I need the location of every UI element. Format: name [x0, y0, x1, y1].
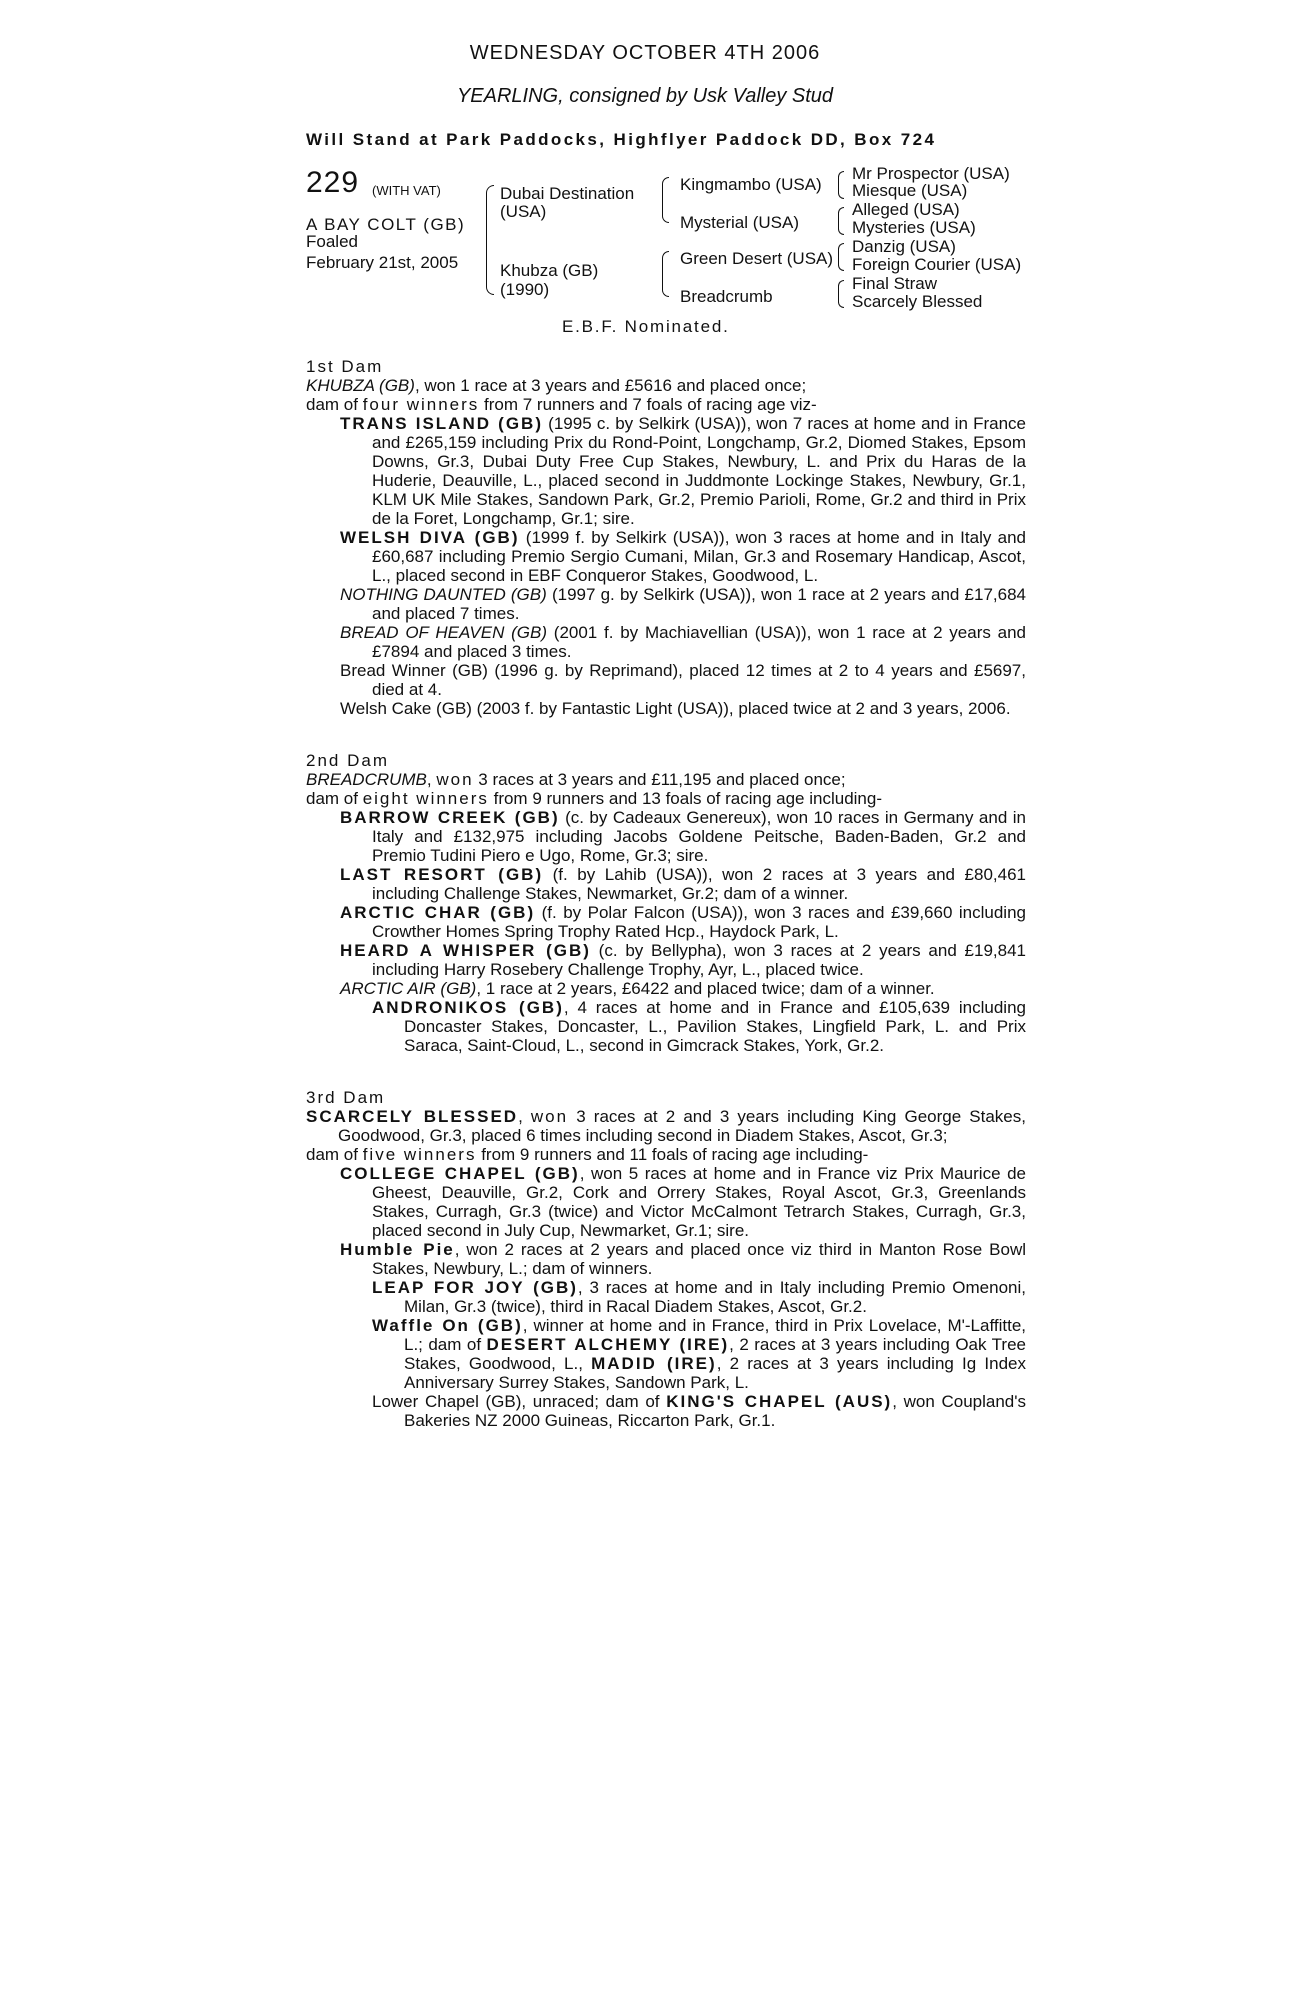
- foaled-date: February 21st, 2005: [306, 253, 459, 272]
- sire-name: Dubai Destination: [500, 184, 635, 203]
- dam-name: Khubza (GB): [500, 261, 599, 280]
- second-dam-produce: dam of eight winners from 9 runners and 13 foals of racing age including-: [306, 789, 882, 808]
- produce-entry: TRANS ISLAND (GB) (1995 c. by Selkirk (USA)), won 7 races at home and in France and £265,159 including Prix du Rond-Point, Longchamp, Gr.2, Diomed Stakes, Epsom Downs, Gr.3, Dubai Duty Free Cup Stakes, Newbury, L. and Prix du Haras de la Huderie, Deauville, L., placed second in Juddmonte Lockinge Stakes, Newbury, Gr.1, KLM UK Mile Stakes, Sandown Park, Gr.2, Premio Parioli, Rome, Gr.2 and third in Prix de la Foret, Longchamp, Gr.1; sire.: [340, 414, 1026, 528]
- grandsire-3: Danzig (USA): [852, 237, 956, 256]
- produce-entry: ARCTIC AIR (GB), 1 race at 2 years, £6422 and placed twice; dam of a winner.: [340, 979, 935, 998]
- produce-entry-sub: LEAP FOR JOY (GB), 3 races at home and in Italy including Premio Omenoni, Milan, Gr.3 (twice), third in Racal Diadem Stakes, Ascot, Gr.2.: [372, 1278, 1027, 1316]
- second-dam-heading: 2nd Dam: [306, 751, 389, 770]
- granddam-4: Scarcely Blessed: [852, 292, 983, 311]
- second-dam-intro: BREADCRUMB, won 3 races at 3 years and £11,195 and placed once;: [306, 770, 846, 789]
- pedigree-brace-3: [662, 251, 669, 297]
- produce-entry-sub: Lower Chapel (GB), unraced; dam of KING'S CHAPEL (AUS), won Coupland's Bakeries NZ 2000 Guineas, Riccarton Park, Gr.1.: [372, 1392, 1026, 1430]
- dam-dam: Breadcrumb: [680, 287, 773, 306]
- sire-dam: Mysterial (USA): [680, 213, 800, 232]
- first-dam-produce: dam of four winners from 7 runners and 7 foals of racing age viz-: [306, 395, 817, 414]
- pedigree-brace-7: [838, 280, 844, 308]
- first-dam-heading: 1st Dam: [306, 357, 384, 376]
- produce-entry-sub: ANDRONIKOS (GB), 4 races at home and in France and £105,639 including Doncaster Stakes, Doncaster, L., Pavilion Stakes, Lingfield Park, L. and Prix Saraca, Saint-Cloud, L., second in Gimcrack Stakes, York, Gr.2.: [372, 998, 1026, 1055]
- first-dam-winners: four winners: [362, 395, 480, 414]
- third-dam-produce: dam of five winners from 9 runners and 11 foals of racing age including-: [306, 1145, 869, 1164]
- sale-date: WEDNESDAY OCTOBER 4TH 2006: [469, 42, 821, 64]
- first-dam-record: , won 1 race at 3 years and £5616 and placed once;: [414, 376, 807, 395]
- second-dam-name: BREADCRUMB: [306, 770, 427, 789]
- granddam-1: Miesque (USA): [852, 181, 968, 200]
- pedigree-table: [306, 164, 1026, 337]
- stand-location: Will Stand at Park Paddocks, Highflyer Paddock DD, Box 724: [306, 130, 937, 149]
- sire-sire: Kingmambo (USA): [680, 175, 822, 194]
- first-dam-intro: [306, 376, 1026, 395]
- foaled-label: Foaled: [306, 232, 358, 251]
- produce-entry: NOTHING DAUNTED (GB) (1997 g. by Selkirk (USA)), won 1 race at 2 years and £17,684 and placed 7 times.: [340, 585, 1026, 623]
- produce-entry: ARCTIC CHAR (GB) (f. by Polar Falcon (USA)), won 3 races and £39,660 including Crowther Homes Spring Trophy Rated Hcp., Haydock Park, L.: [340, 903, 1026, 941]
- third-dam-section: [306, 1088, 1026, 1430]
- lot-number: 229: [306, 166, 360, 199]
- catalogue-page: [306, 44, 1026, 1430]
- produce-entry: HEARD A WHISPER (GB) (c. by Bellypha), won 3 races at 2 years and £19,841 including Harry Rosebery Challenge Trophy, Ayr, L., placed twice.: [340, 941, 1026, 979]
- pedigree-brace-2: [662, 177, 669, 223]
- produce-entry: Humble Pie, won 2 races at 2 years and placed once viz third in Manton Rose Bowl Stakes, Newbury, L.; dam of winners.: [340, 1240, 1026, 1278]
- pedigree-brace-1: [486, 185, 494, 295]
- grandsire-1: Mr Prospector (USA): [852, 164, 1010, 183]
- first-dam-name: KHUBZA (GB): [306, 376, 415, 395]
- lot-description: A BAY COLT (GB): [306, 215, 466, 234]
- dam-year: (1990): [500, 280, 550, 299]
- produce-entry: WELSH DIVA (GB) (1999 f. by Selkirk (USA)), won 3 races at home and in Italy and £60,687 including Premio Sergio Cumani, Milan, Gr.3 and Rosemary Handicap, Ascot, L., placed second in EBF Conqueror Stakes, Goodwood, L.: [340, 528, 1026, 585]
- consignor-line: YEARLING, consigned by Usk Valley Stud: [456, 85, 834, 107]
- dam-sire: Green Desert (USA): [680, 249, 834, 268]
- first-dam-section: [306, 357, 1026, 718]
- pedigree-brace-6: [838, 243, 844, 271]
- pedigree-brace-4: [838, 171, 844, 199]
- third-dam-intro: SCARCELY BLESSED, won 3 races at 2 and 3 years including King George Stakes, Goodwood, Gr.3, placed 6 times including second in Diadem Stakes, Ascot, Gr.3;: [306, 1107, 1026, 1145]
- produce-entry: Bread Winner (GB) (1996 g. by Reprimand), placed 12 times at 2 to 4 years and £5697, died at 4.: [340, 661, 1026, 699]
- produce-entry: BARROW CREEK (GB) (c. by Cadeaux Genereux), won 10 races in Germany and in Italy and £132,975 including Jacobs Goldene Peitsche, Baden-Baden, Gr.2 and Premio Tudini Piero e Ugo, Rome, Gr.3; sire.: [340, 808, 1026, 865]
- sire-country: (USA): [500, 202, 547, 221]
- produce-entry: Welsh Cake (GB) (2003 f. by Fantastic Light (USA)), placed twice at 2 and 3 years, 2006.: [340, 699, 1011, 718]
- pedigree-brace-5: [838, 207, 844, 235]
- ebf-nominated: E.B.F. Nominated.: [562, 317, 730, 336]
- grandsire-4: Final Straw: [852, 274, 938, 293]
- third-dam-heading: 3rd Dam: [306, 1088, 386, 1107]
- granddam-2: Mysteries (USA): [852, 218, 976, 237]
- grandsire-2: Alleged (USA): [852, 200, 960, 219]
- produce-entry: BREAD OF HEAVEN (GB) (2001 f. by Machiavellian (USA)), won 1 race at 2 years and £7894 and placed 3 times.: [340, 623, 1026, 661]
- produce-entry: COLLEGE CHAPEL (GB), won 5 races at home and in France viz Prix Maurice de Gheest, Deauville, Gr.2, Cork and Orrery Stakes, Royal Ascot, Gr.3, Greenlands Stakes, Curragh, Gr.3 (twice) and Victor McCalmont Tetrarch Stakes, Curragh, Gr.3, placed second in July Cup, Newmarket, Gr.1; sire.: [340, 1164, 1026, 1240]
- second-dam-section: [306, 751, 1026, 1055]
- produce-entry-sub: Waffle On (GB), winner at home and in France, third in Prix Lovelace, M'-Laffitte, L.; dam of DESERT ALCHEMY (IRE), 2 races at 3 years including Oak Tree Stakes, Goodwood, L., MADID (IRE), 2 races at 3 years including Ig Index Anniversary Surrey Stakes, Sandown Park, L.: [372, 1316, 1027, 1392]
- vat-note: (WITH VAT): [372, 183, 441, 198]
- granddam-3: Foreign Courier (USA): [852, 255, 1022, 274]
- produce-entry: LAST RESORT (GB) (f. by Lahib (USA)), won 2 races at 3 years and £80,461 including Challenge Stakes, Newmarket, Gr.2; dam of a winner.: [340, 865, 1026, 903]
